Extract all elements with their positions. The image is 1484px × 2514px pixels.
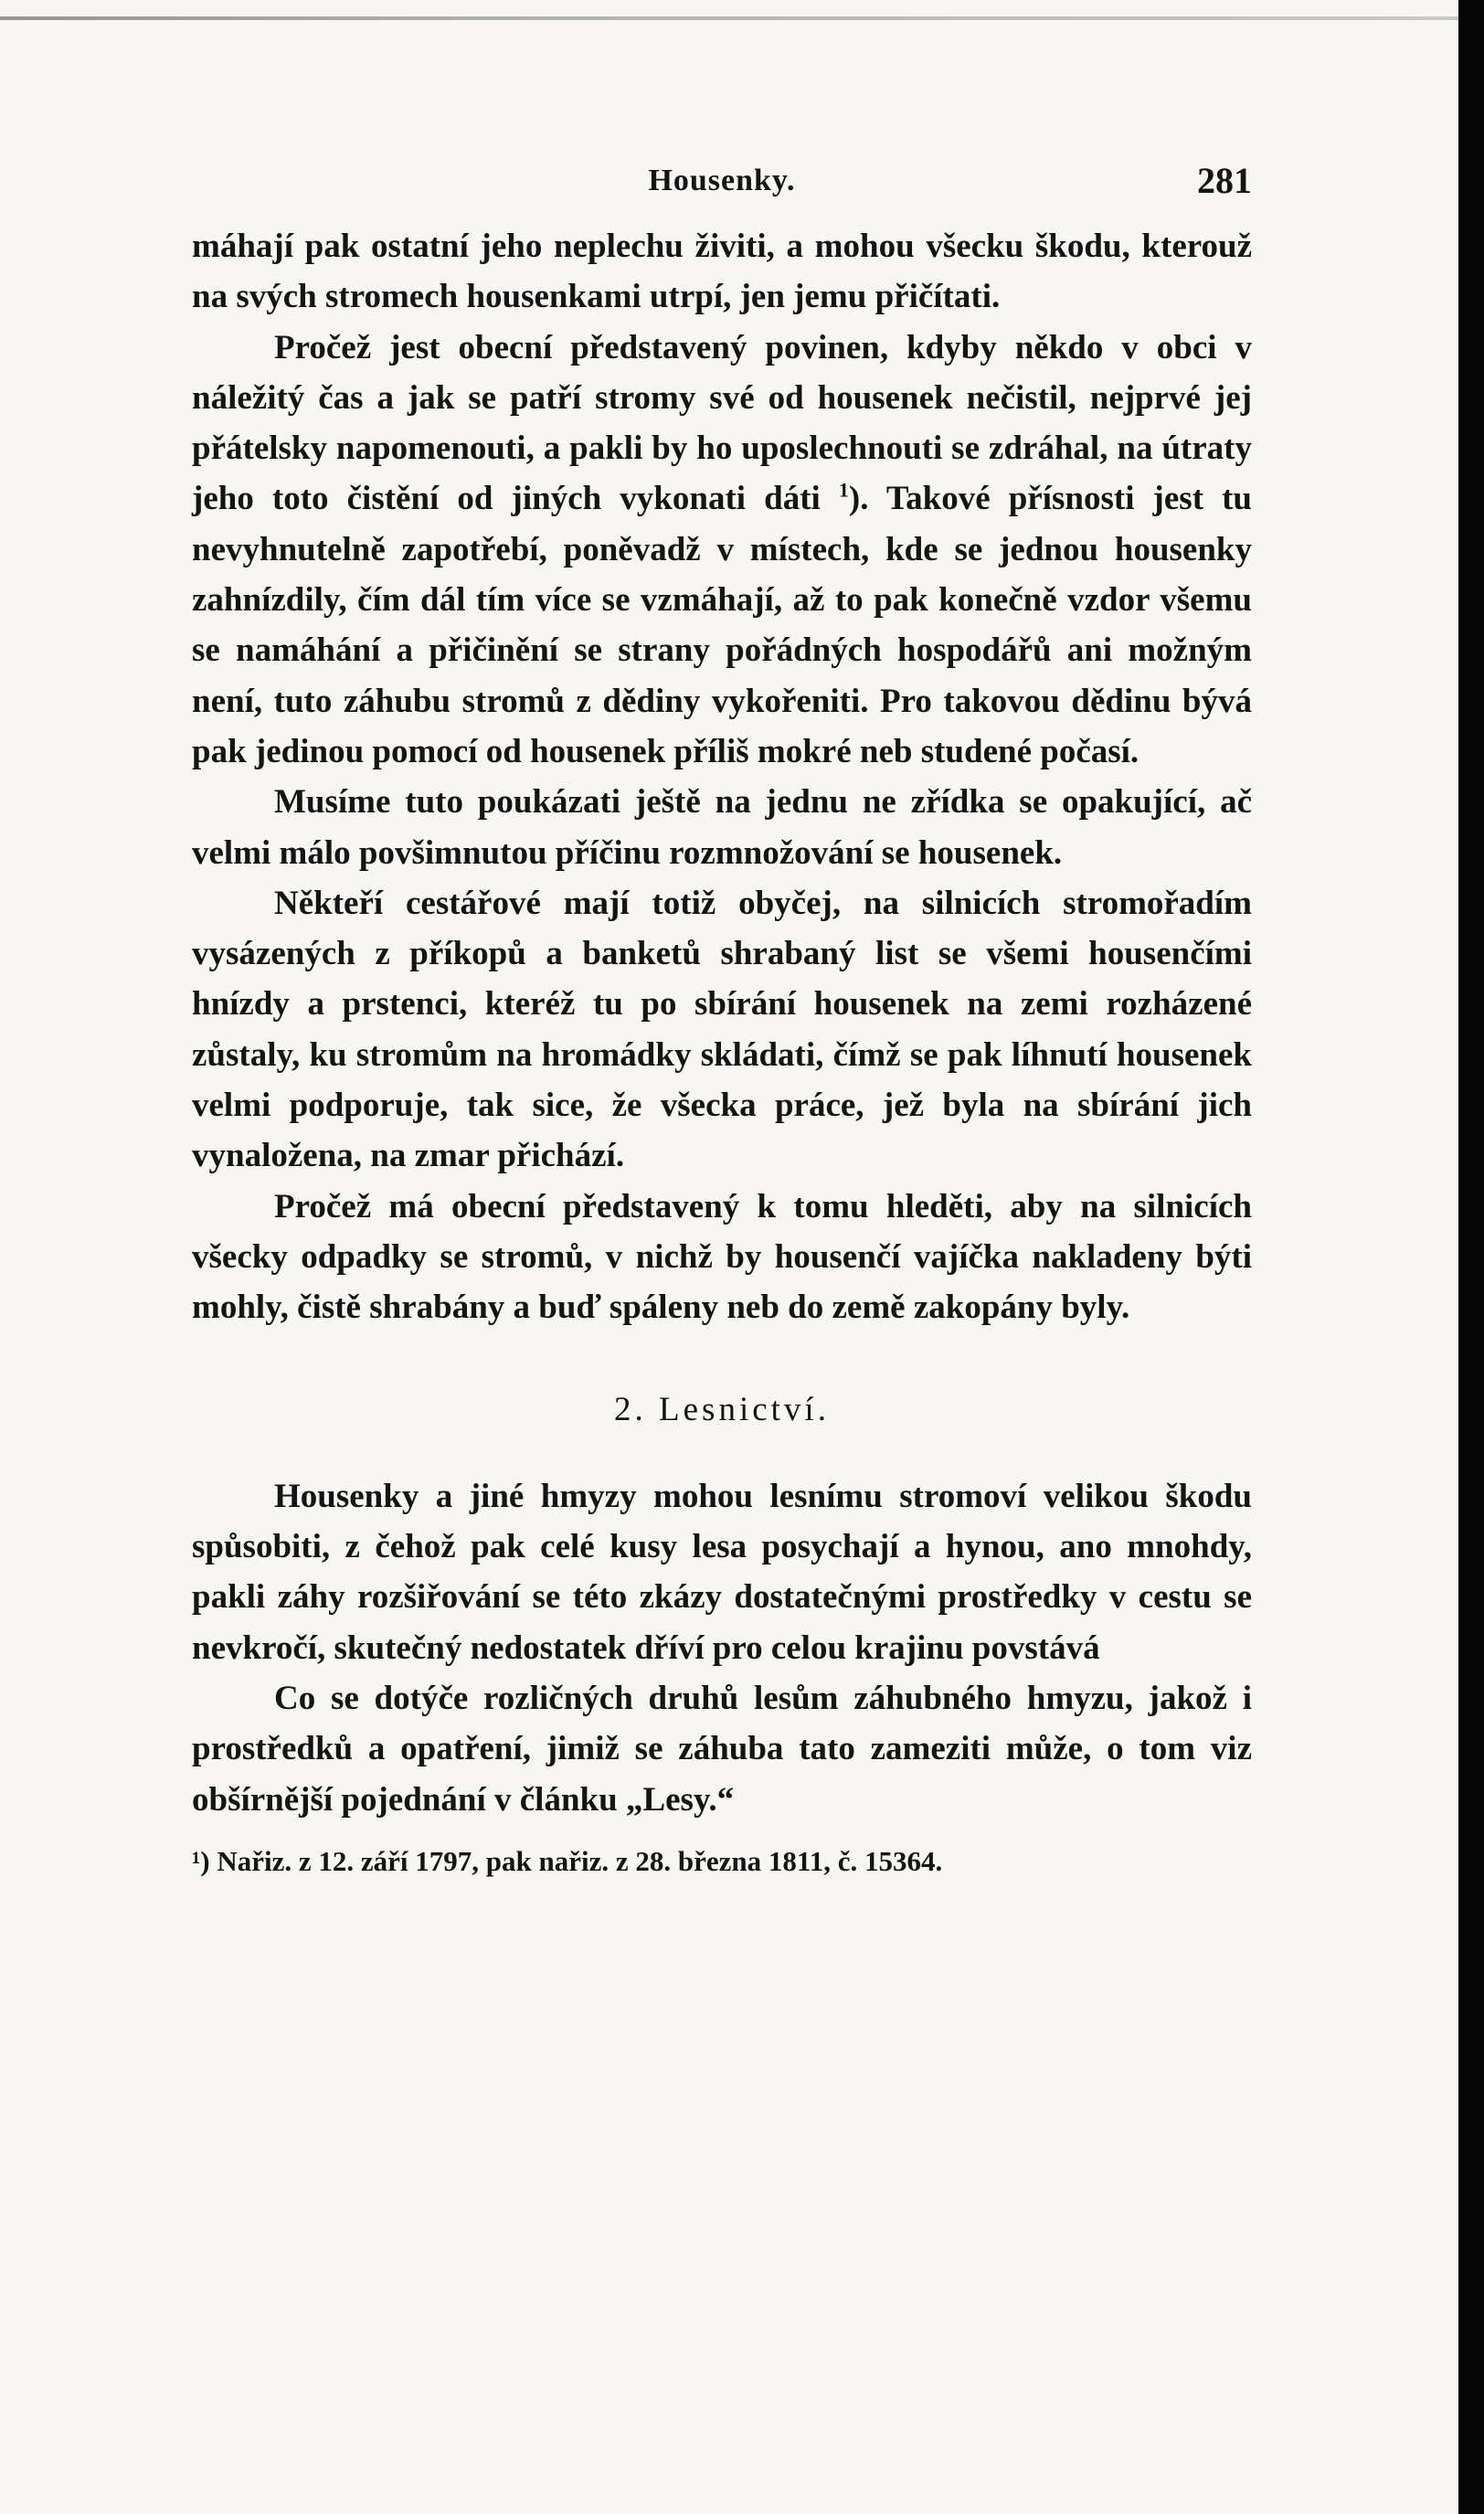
footnote-reference: 1: [838, 479, 849, 503]
paragraph-obligation-tail: ). Takové přísnosti jest tu nevyhnutelně zapotřebí, poněvadž v místech, kde se jednou housenky zahnízdily, čím dál tím více se vzmáhají, až to pak konečně vzdor všemu se namáhání a přičinění se strany pořádných hospodářů ani možným není, tuto záhubu stromů z dědiny vykořeniti. Pro takovou dědinu bývá pak jedinou pomocí od housenek příliš mokré neb studené počasí.: [192, 480, 1252, 770]
paragraph-forestry-reference: Co se dotýče rozličných druhů lesům záhubného hmyzu, jakož i prostředků a opatření, jimiž se záhuba tato zameziti může, o tom viz obšírnější pojednání v článku „Lesy.“: [192, 1680, 1252, 1819]
running-head: [192, 155, 1252, 212]
paragraph-continued: máhají pak ostatní jeho neplechu živiti, a mohou všecku škodu, kterouž na svých stromech housenkami utrpí, jen jemu přičítati.: [192, 228, 1252, 316]
paragraph-cause: Musíme tuto poukázati ještě na jednu ne zřídka se opakující, ač velmi málo povšimnutou příčinu rozmnožování se housenek.: [192, 783, 1252, 872]
paragraph-obligation-text: Pročež jest obecní představený povinen, kdyby někdo v obci v náležitý čas a jak se patří stromy své od housenek nečistil, nejprvé jej přátelsky napomenouti, a pakli by ho uposlechnouti se zdráhal, na útraty jeho toto čistění od jiných vykonati dáti: [192, 328, 1252, 518]
footnote-separator: [192, 1825, 1252, 1836]
running-title: Housenky.: [648, 164, 796, 197]
scan-edge-line: [0, 16, 1458, 20]
paragraph-forestry-damage: Housenky a jiné hmyzy mohou lesnímu stromoví velikou škodu spůsobiti, z čehož pak celé kusy lesa posychají a hynou, ano mnohdy, pakli záhy rozšiřování se této zkázy dostatečnými prostředky v cestu se nevkročí, skutečný nedostatek dříví pro celou krajinu povstává: [192, 1477, 1252, 1667]
paragraph-obligation: [192, 323, 1252, 778]
section-heading: 2. Lesnictví.: [614, 1390, 830, 1428]
footnote-marker: ¹): [192, 1844, 210, 1877]
footnote: [192, 1841, 1252, 1882]
footnote-text: Nařiz. z 12. září 1797, pak nařiz. z 28. března 1811, č. 15364.: [217, 1844, 943, 1877]
paragraph-duty: Pročež má obecní představený k tomu hleděti, aby na silnicích všecky odpadky se stromů, v nichž by housenčí vajíčka nakladeny býti mohly, čistě shrabány a buď spáleny neb do země zakopány byly.: [192, 1187, 1252, 1327]
page-number: 281: [1197, 160, 1252, 201]
page-text-block: [192, 155, 1252, 1910]
paragraph-road-workers: Někteří cestářové mají totiž obyčej, na silnicích stromořadím vysázených z příkopů a banketů shrabaný list se všemi housenčími hnízdy a prstenci, kteréž tu po sbírání housenek na zemi rozházené zůstaly, ku stromům na hromádky skládati, čímž se pak líhnutí housenek velmi podporuje, tak sice, že všecka práce, jež byla na sbírání jich vynaložena, na zmar přichází.: [192, 884, 1252, 1175]
